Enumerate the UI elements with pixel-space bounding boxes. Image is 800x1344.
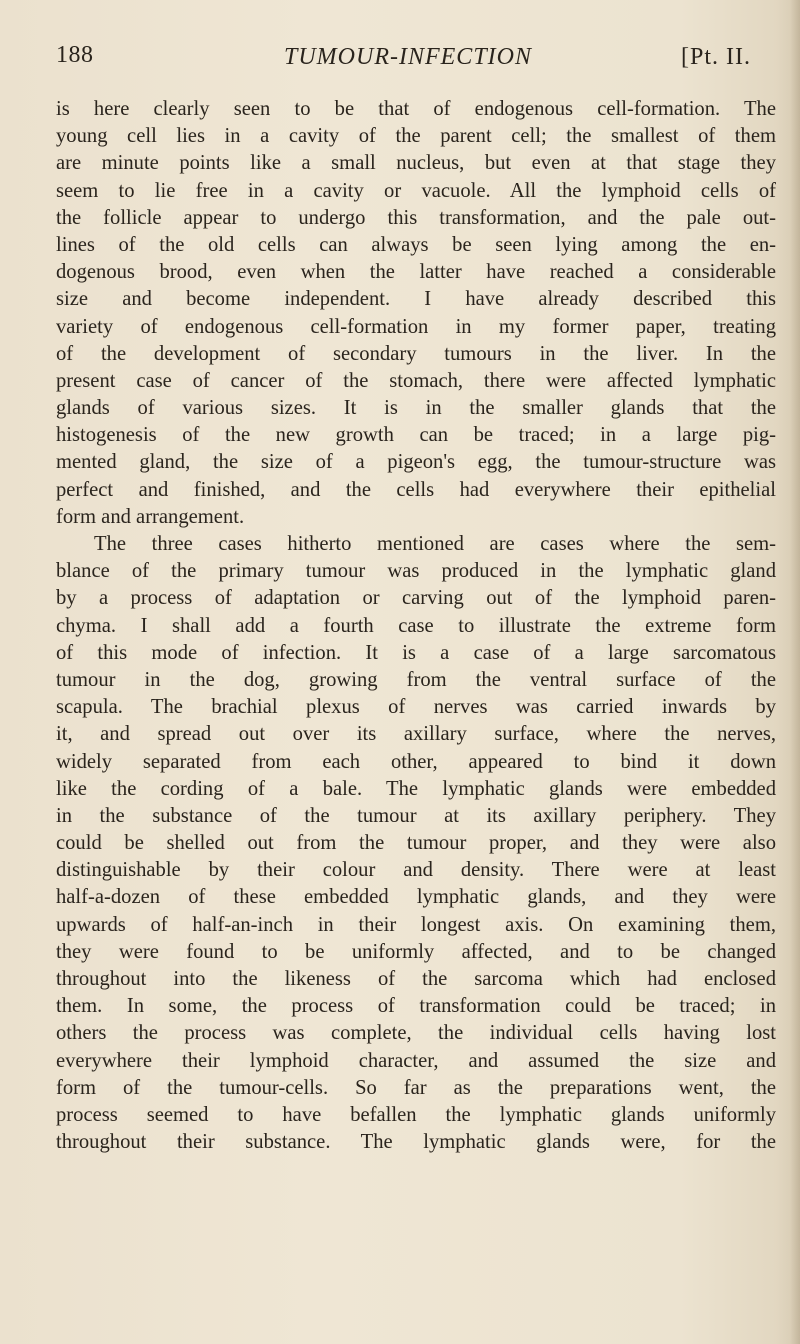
text-line: distinguishable by their colour and density. There were at least — [56, 859, 776, 882]
text-line: histogenesis of the new growth can be traced; in a large pig- — [56, 424, 776, 447]
text-line: upwards of half-an-inch in their longest axis. On examining them, — [56, 913, 776, 936]
text-line: present case of cancer of the stomach, there were affected lymphatic — [56, 369, 776, 392]
text-line: it, and spread out over its axillary surface, where the nerves, — [56, 723, 776, 746]
text-line: young cell lies in a cavity of the parent cell; the smallest of them — [56, 125, 776, 148]
text-line: glands of various sizes. It is in the smaller glands that the — [56, 397, 776, 420]
text-line: chyma. I shall add a fourth case to illustrate the extreme form — [56, 614, 776, 637]
text-line: of this mode of infection. It is a case of a large sarcomatous — [56, 641, 776, 664]
text-line: they were found to be uniformly affected, and to be changed — [56, 940, 776, 963]
text-line: tumour in the dog, growing from the ventral surface of the — [56, 668, 776, 691]
part-label: [Pt. II. — [681, 44, 751, 70]
text-line: in the substance of the tumour at its axillary periphery. They — [56, 804, 776, 827]
text-line: everywhere their lymphoid character, and assumed the size and — [56, 1049, 776, 1072]
text-line: perfect and finished, and the cells had everywhere their epithelial — [56, 478, 776, 501]
text-line: throughout into the likeness of the sarcoma which had enclosed — [56, 968, 776, 990]
paragraph-start-line: The three cases hitherto mentioned are cases where the sem- — [94, 533, 776, 555]
text-line: lines of the old cells can always be seen lying among the en- — [56, 233, 776, 256]
page-header — [56, 40, 766, 80]
text-line: process seemed to have befallen the lymphatic glands uniformly — [56, 1103, 776, 1126]
text-line: of the development of secondary tumours in the liver. In the — [56, 342, 776, 365]
text-line: variety of endogenous cell-formation in my former paper, treating — [56, 315, 776, 338]
body-text — [56, 96, 776, 1156]
page-edge-shadow — [790, 0, 800, 1344]
text-line: mented gland, the size of a pigeon's egg, the tumour-structure was — [56, 451, 776, 474]
text-line: half-a-dozen of these embedded lymphatic glands, and they were — [56, 886, 776, 909]
text-line: is here clearly seen to be that of endogenous cell-formation. The — [56, 98, 776, 120]
text-line: others the process was complete, the individual cells having lost — [56, 1022, 776, 1045]
text-line: like the cording of a bale. The lymphatic glands were embedded — [56, 777, 776, 800]
text-line: widely separated from each other, appeared to bind it down — [56, 750, 776, 773]
text-line: blance of the primary tumour was produced in the lymphatic gland — [56, 560, 776, 583]
running-title: TUMOUR-INFECTION — [284, 44, 532, 70]
text-line: could be shelled out from the tumour proper, and they were also — [56, 832, 776, 855]
text-line: are minute points like a small nucleus, but even at that stage they — [56, 152, 776, 175]
text-line: seem to lie free in a cavity or vacuole. All the lymphoid cells of — [56, 179, 776, 202]
text-line: scapula. The brachial plexus of nerves was carried inwards by — [56, 696, 776, 719]
text-line: dogenous brood, even when the latter have reached a considerable — [56, 261, 776, 284]
text-line: form of the tumour-cells. So far as the preparations went, the — [56, 1076, 776, 1099]
paragraph-end-line: form and arrangement. — [56, 505, 245, 528]
text-line: by a process of adaptation or carving out of the lymphoid paren- — [56, 587, 776, 610]
text-line: the follicle appear to undergo this transformation, and the pale out- — [56, 206, 776, 229]
text-line: throughout their substance. The lymphatic glands were, for the — [56, 1131, 776, 1154]
page-number: 188 — [56, 42, 94, 68]
text-line: them. In some, the process of transformation could be traced; in — [56, 995, 776, 1018]
text-line: size and become independent. I have already described this — [56, 288, 776, 311]
